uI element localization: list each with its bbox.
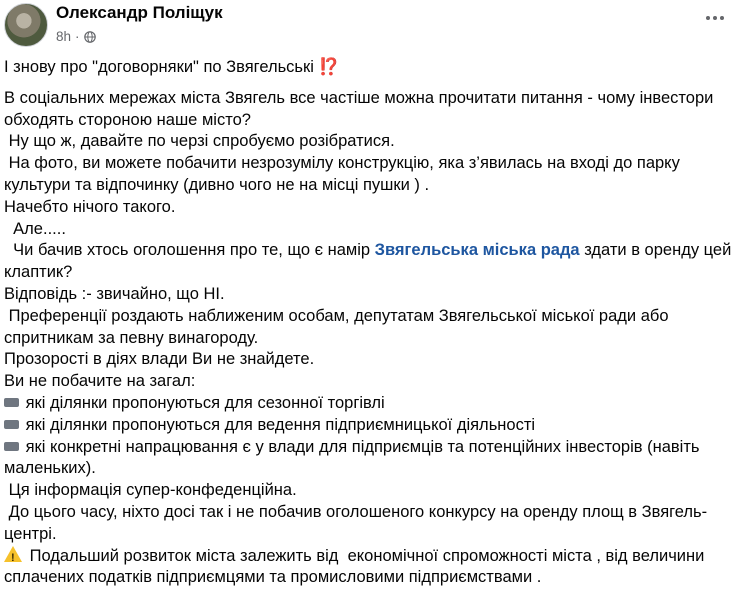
- post-paragraph: Ну що ж, давайте по черзі спробуємо розібратися.: [4, 132, 395, 151]
- post-header: [0, 0, 733, 52]
- post-paragraph-with-mention: Чи бачив хтось оголошення про те, що є намір Звягельська міська рада здати в оренду цей клаптик?: [4, 241, 732, 282]
- interrobang-icon: ⁉️: [318, 58, 340, 76]
- bullet-item: які ділянки пропонуються для ведення підприємницької діяльності: [4, 415, 732, 437]
- post-paragraph: Преференції роздають наближеним особам, депутатам Звягельської міської ради або спритникам за певну винагороду.: [4, 306, 674, 347]
- dash-icon: [4, 398, 19, 407]
- post-paragraph: Ви не побачите на загал:: [4, 372, 196, 391]
- post-paragraph: Начебто нічого такого.: [4, 197, 176, 216]
- more-options-icon[interactable]: [703, 10, 727, 26]
- post-paragraph: До цього часу, ніхто досі так і не побачив оголошеного конкурсу на оренду площ в Звягель-центрі.: [4, 502, 708, 543]
- post-paragraph: Прозорості в діях влади Ви не знайдете.: [4, 350, 315, 369]
- post-paragraph: ! Подальший розвиток міста залежить від економічної спроможності міста , від величини сплачених податків підприємцями та промисловими підприємствами .: [4, 546, 732, 590]
- post-title: І знову про "договорняки" по Звягельські ⁉️: [4, 58, 340, 76]
- post-paragraph: На фото, ви можете побачити незрозумілу конструкцію, яка з’явилась на вході до парку культури та відпочинку (дивно чого не на місці пушки ) .: [4, 154, 685, 194]
- avatar[interactable]: [4, 3, 48, 47]
- post-paragraph: В соціальних мережах міста Звягель все частіше можна прочитати питання - чому інвестори обходять стороною наше місто?: [4, 88, 718, 129]
- dash-icon: [4, 442, 19, 451]
- warning-icon: [4, 546, 22, 562]
- bullet-item: які ділянки пропонуються для сезонної торгівлі: [4, 393, 732, 415]
- author-name[interactable]: Олександр Поліщук: [56, 3, 223, 22]
- mention-link[interactable]: Звягельська міська рада: [374, 241, 580, 260]
- meta-separator: ·: [75, 29, 80, 44]
- post-time[interactable]: 8h: [56, 29, 72, 44]
- post-body: [4, 57, 732, 589]
- post-paragraph: Але.....: [4, 219, 66, 238]
- post-meta: [56, 29, 96, 44]
- post-paragraph: Ця інформація супер-конфеденційна.: [4, 481, 297, 500]
- post-paragraph: Відповідь :- звичайно, що НІ.: [4, 284, 225, 303]
- bullet-item: які конкретні напрацювання є у влади для підприємців та потенційних інвесторів (навіть маленьких).: [4, 437, 705, 478]
- dash-icon: [4, 420, 19, 429]
- globe-icon[interactable]: [84, 31, 96, 43]
